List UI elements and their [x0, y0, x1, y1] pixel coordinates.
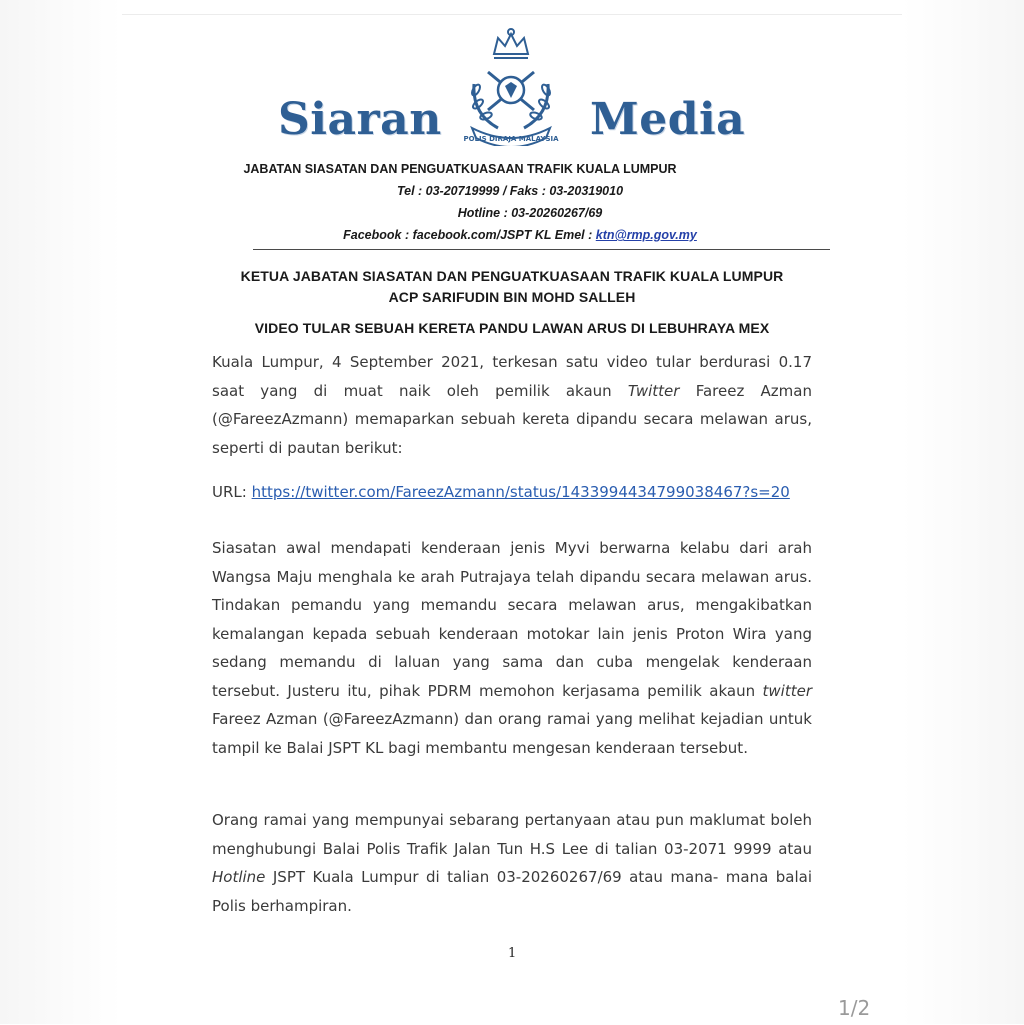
paragraph-1-text-b: Fareez Azman (@FareezAzmann) memaparkan sebuah kereta dipandu secara melawan arus, seperti di pautan berikut:	[212, 381, 812, 457]
masthead-word-right: Media	[590, 94, 746, 145]
paragraph-3-text-a: Orang ramai yang mempunyai sebarang pertanyaan atau pun maklumat boleh menghubungi Balai Polis Trafik Jalan Tun H.S Lee di talian 03-2071 9999 atau	[212, 811, 812, 858]
department-name: JABATAN SIASATAN DAN PENGUATKUASAAN TRAFIK KUALA LUMPUR	[243, 162, 677, 176]
hotline-line: Hotline : 03-20260267/69	[457, 206, 603, 220]
tel-fax-line: Tel : 03-20719999 / Faks : 03-20319010	[396, 184, 624, 198]
paragraph-3-text-b: JSPT Kuala Lumpur di talian 03-20260267/69 atau mana- mana balai Polis berhampiran.	[212, 868, 812, 915]
left-margin	[0, 0, 122, 1024]
email-link[interactable]: ktn@rmp.gov.my	[595, 228, 697, 242]
contact-line	[220, 228, 820, 242]
svg-text:POLIS DIRAJA MALAYSIA: POLIS DIRAJA MALAYSIA	[463, 135, 559, 143]
header-divider	[253, 249, 830, 250]
paragraph-1-text-a: Kuala Lumpur, 4 September 2021, terkesan satu video tular berdurasi 0.17 saat yang di muat naik oleh pemilik akaun	[212, 353, 812, 400]
url-label: URL:	[212, 483, 252, 501]
paragraph-3	[212, 806, 812, 920]
paragraph-2	[212, 534, 812, 762]
police-crest-icon	[450, 24, 572, 146]
page-number: 1	[508, 946, 517, 961]
tweet-url-link[interactable]: https://twitter.com/FareezAzmann/status/1433994434799038467?s=20	[251, 483, 790, 501]
twitter-italic-2: twitter	[762, 681, 812, 700]
url-line	[212, 478, 812, 507]
masthead-word-left: Siaran	[278, 94, 442, 145]
facebook-text: Facebook : facebook.com/JSPT KL Emel :	[343, 228, 596, 242]
hotline-italic: Hotline	[212, 868, 266, 886]
page-counter: 1/2	[838, 996, 871, 1020]
paragraph-2-text-a: Siasatan awal mendapati kenderaan jenis Myvi berwarna kelabu dari arah Wangsa Maju menghala ke arah Putrajaya telah dipandu secara melawan arus. Tindakan pemandu yang memandu secara melawan arus, mengakibatkan kemalangan kepada sebuah kenderaan motokar lain jenis Proton Wira yang sedang memandu di laluan yang sama dan cuba mengelak kenderaan tersebut. Justeru itu, pihak PDRM memohon kerjasama pemilik akaun	[212, 539, 812, 700]
right-margin	[902, 0, 1024, 1024]
title-line-1: KETUA JABATAN SIASATAN DAN PENGUATKUASAAN TRAFIK KUALA LUMPUR	[240, 268, 784, 284]
paragraph-1	[212, 348, 812, 462]
headline: VIDEO TULAR SEBUAH KERETA PANDU LAWAN ARUS DI LEBUHRAYA MEX	[254, 320, 770, 336]
paragraph-2-text-b: Fareez Azman (@FareezAzmann) dan orang ramai yang melihat kejadian untuk tampil ke Balai JSPT KL bagi membantu mengesan kenderaan tersebut.	[212, 710, 812, 757]
title-line-2: ACP SARIFUDIN BIN MOHD SALLEH	[388, 289, 636, 305]
twitter-italic: Twitter	[627, 381, 680, 400]
masthead	[160, 20, 760, 146]
